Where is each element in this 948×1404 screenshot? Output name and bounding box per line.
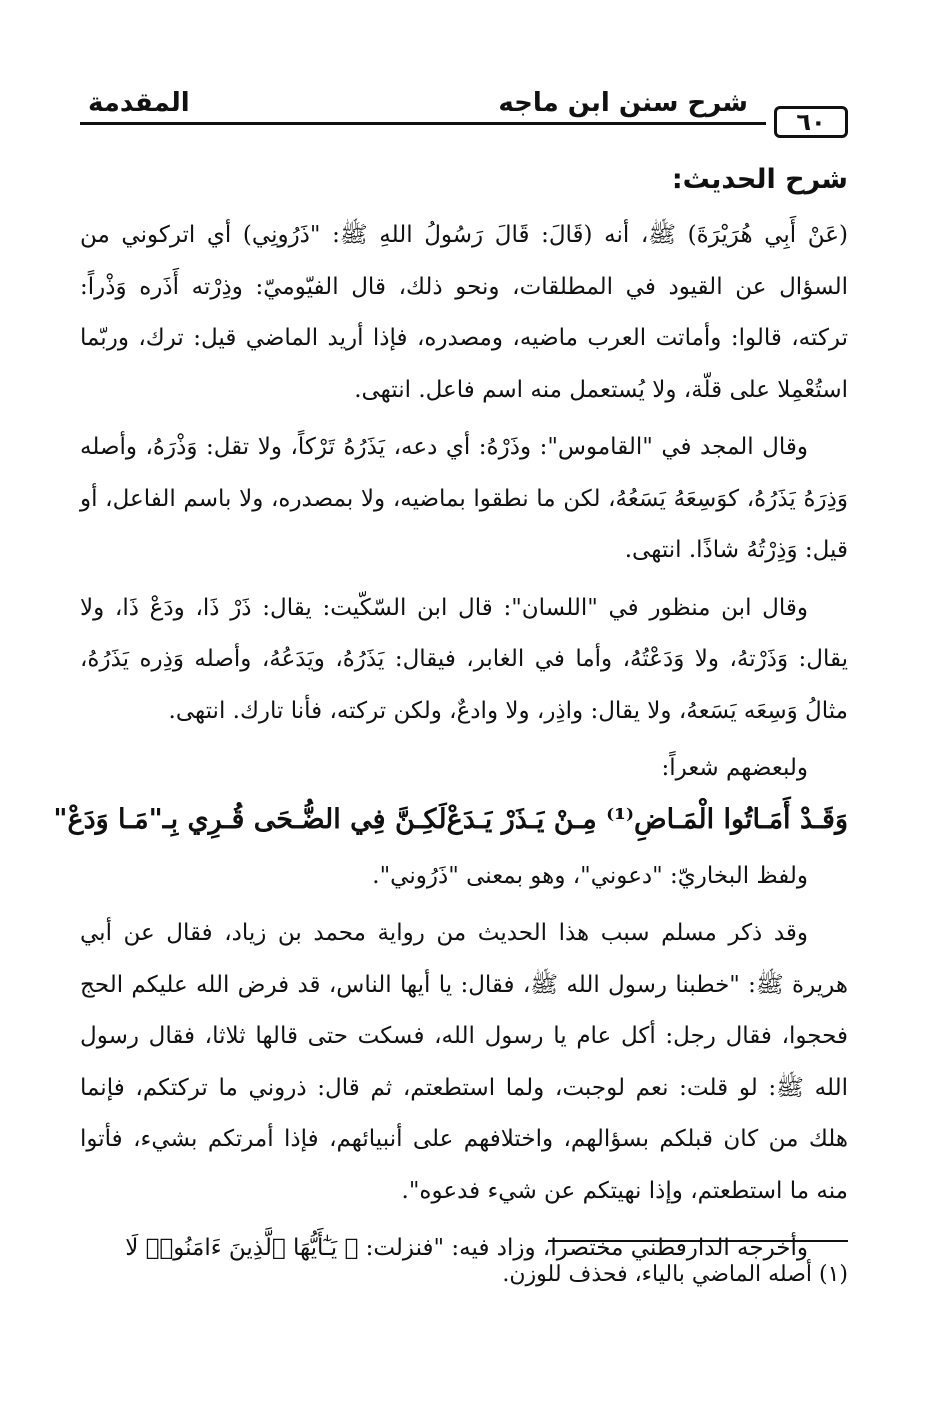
verse-second-hemistich: لَكِـنَّ فِي الضُّـحَى قُـرِي بِـ"مَـا وَدَعْ" <box>53 803 447 835</box>
book-title: شرح سنن ابن ماجه <box>498 88 748 118</box>
paragraph-lisan: وقال ابن منظور في "اللسان": قال ابن السّكّيت: يقال: ذَرْ ذَا، ودَعْ ذَا، ولا يقال: وَذَرْتهُ، ولا وَدَعْتُهُ، وأما في الغابر، فيقال: يَذَرُهُ، ويَدَعُهُ، وأصله وَذِره يَذَرُهُ، مثالُ وَسِعَه يَسَعهُ، ولا يقال: واذِر، ولا وادعٌ، ولكن تركته، فأنا تارك. انتهى. <box>80 594 848 724</box>
section-heading: شرح الحديث: <box>671 164 848 195</box>
paragraph-muslim: وقد ذكر مسلم سبب هذا الحديث من رواية محمد بن زياد، فقال عن أبي هريرة ﷺ: "خطبنا رسول الله ﷺ، فقال: يا أيها الناس، قد فرض الله عليكم الحج فحجوا، فقال رجل: أكل عام يا رسول الله، فسكت حتى قالها ثلاثا، فقال رسول الله ﷺ: لو قلت: نعم لوجبت، ولما استطعتم، ثم قال: ذروني ما تركتكم، فإنما هلك من كان قبلكم بسؤالهم، واختلافهم على أنبيائهم، فإذا أمرتكم بشيء، فأتوا منه ما استطعتم، وإذا نهيتكم عن شيء فدعوه". <box>80 920 848 1204</box>
page-header <box>80 80 848 142</box>
paragraph-bukhari: ولفظ البخاريّ: "دعوني"، وهو بمعنى "ذَرُوني". <box>372 862 808 889</box>
paragraph-poetry-intro: ولبعضهم شعراً: <box>661 755 808 781</box>
page-body <box>53 160 848 1281</box>
footnote-separator <box>548 1240 848 1242</box>
section-name: المقدمة <box>88 88 190 118</box>
footnote: (١) أصله الماضي بالياء، فحذف للوزن. <box>502 1262 848 1287</box>
verse-first-hemistich: وَقَـدْ أَمَـاتُوا الْمَـاضِ⁽¹⁾ مِـنْ يَـذَرْ يَـدَعْ <box>446 803 848 835</box>
header-rule <box>80 122 766 125</box>
poetry-verse <box>53 795 848 845</box>
paragraph-daraqutni: وأخرجه الدارقطني مختصرا، وزاد فيه: "فنزلت: ﴿ يَـٰٓأَيُّهَا ٱلَّذِينَ ءَامَنُوا۟ لَا <box>125 1235 808 1261</box>
paragraph-hadith-explanation: (عَنْ أَبِي هُرَيْرَةَ) ﷺ، أنه (قَالَ: قَالَ رَسُولُ اللهِ ﷺ: "ذَرُونِي) أي اتركوني من السؤال عن القيود في المطلقات، ونحو ذلك، قال الفيّوميّ: وذِرْته أَذَره وَذْراً: تركته، قالوا: وأماتت العرب ماضيه، ومصدره، فإذا أريد الماضي قيل: ترك، وربّما استُعْمِلا على قلّة، ولا يُستعمل منه اسم فاعل. انتهى. <box>80 222 848 403</box>
paragraph-qamus: وقال المجد في "القاموس": وذَرْهُ: أي دعه، يَذَرُهُ تَرْكاً، ولا تقل: وَذْرَهُ، وأصله وَذِرَهُ يَذَرُهُ، كوَسِعَهُ يَسَعُهُ، لكن ما نطقوا بماضيه، ولا بمصدره، ولا باسم الفاعل، أو قيل: وَذِرْتُهُ شاذًا. انتهى. <box>80 434 848 563</box>
page-number: ٦٠ <box>774 106 848 138</box>
